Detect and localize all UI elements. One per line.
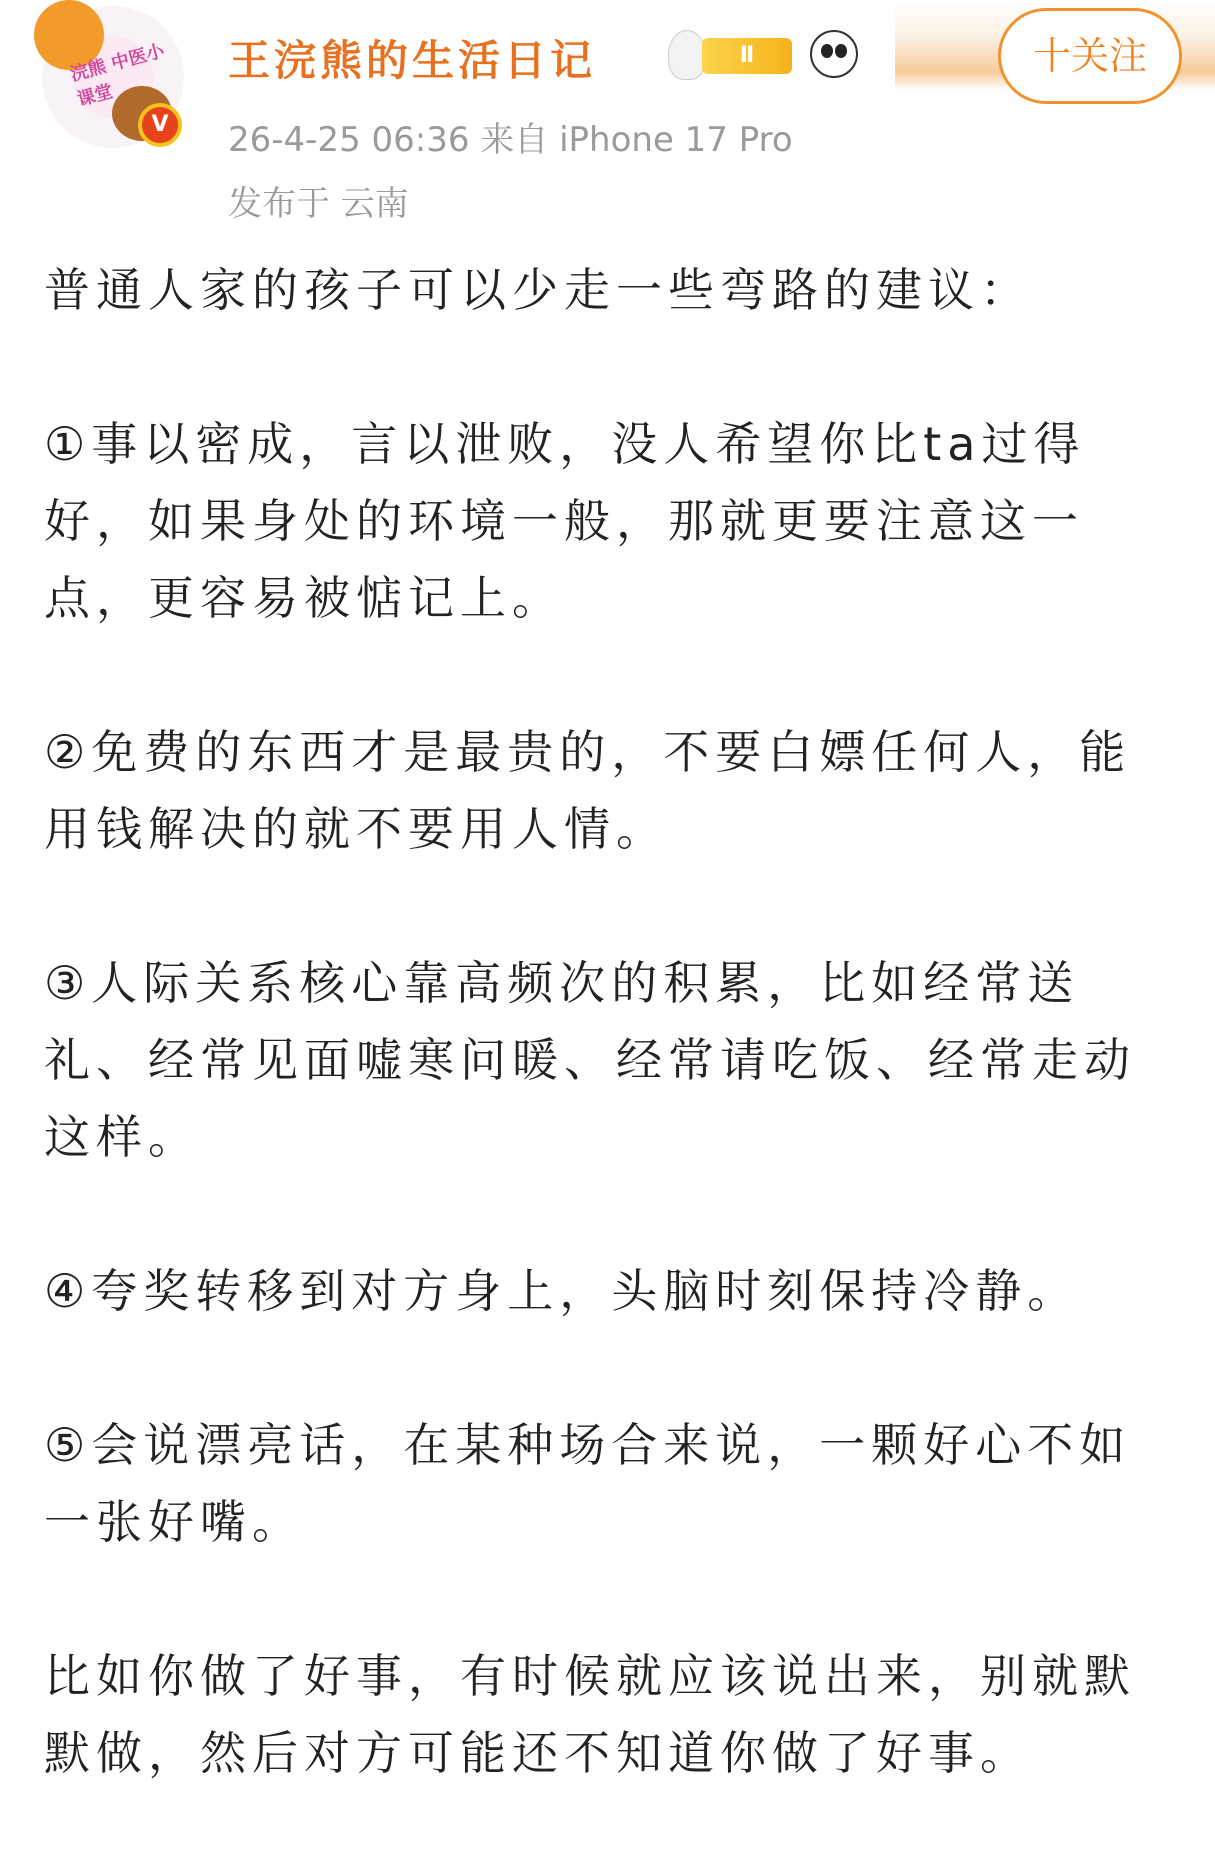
- paragraph: [44, 1638, 1184, 1792]
- post-time-source: 26-4-25 06:36 来自 iPhone 17 Pro: [228, 120, 793, 160]
- post-body: [44, 252, 1184, 1869]
- paragraph: [44, 406, 1184, 637]
- text-line: 点，更容易被惦记上。: [44, 571, 564, 625]
- paragraph: [44, 714, 1184, 868]
- text-line: 这样。: [44, 1110, 200, 1164]
- paragraph: [44, 1407, 1184, 1561]
- text-line: 一张好嘴。: [44, 1495, 304, 1549]
- text-line: ②免费的东西才是最贵的，不要白嫖任何人，能: [44, 725, 1132, 779]
- paragraph: [44, 252, 1184, 329]
- text-line: 默做，然后对方可能还不知道你做了好事。: [44, 1726, 1032, 1780]
- text-line: 比如你做了好事，有时候就应该说出来，别就默: [44, 1649, 1136, 1703]
- text-line: ①事以密成，言以泄败，没人希望你比ta过得: [44, 417, 1086, 471]
- text-line: 用钱解决的就不要用人情。: [44, 802, 668, 856]
- level-badge[interactable]: Ⅱ: [702, 38, 792, 74]
- text-line: 好，如果身处的环境一般，那就更要注意这一: [44, 494, 1084, 548]
- paragraph: [44, 1253, 1184, 1330]
- paragraph: [44, 945, 1184, 1176]
- panda-badge-icon[interactable]: [810, 30, 858, 78]
- author-name[interactable]: 王浣熊的生活日记: [228, 36, 597, 85]
- follow-button[interactable]: 十关注: [998, 8, 1182, 104]
- text-line: ③人际关系核心靠高频次的积累，比如经常送: [44, 956, 1080, 1010]
- text-line: 礼、经常见面嘘寒问暖、经常请吃饭、经常走动: [44, 1033, 1136, 1087]
- text-line: ⑤会说漂亮话，在某种场合来说，一颗好心不如: [44, 1418, 1132, 1472]
- avatar-label: 浣熊 中医小课堂: [68, 40, 167, 111]
- verified-icon: V: [138, 103, 182, 147]
- text-line: ④夸奖转移到对方身上，头脑时刻保持冷静。: [44, 1264, 1080, 1318]
- post-location: 发布于 云南: [228, 184, 409, 224]
- text-line: 普通人家的孩子可以少走一些弯路的建议：: [44, 263, 1032, 317]
- rabbit-badge-icon[interactable]: [668, 30, 706, 80]
